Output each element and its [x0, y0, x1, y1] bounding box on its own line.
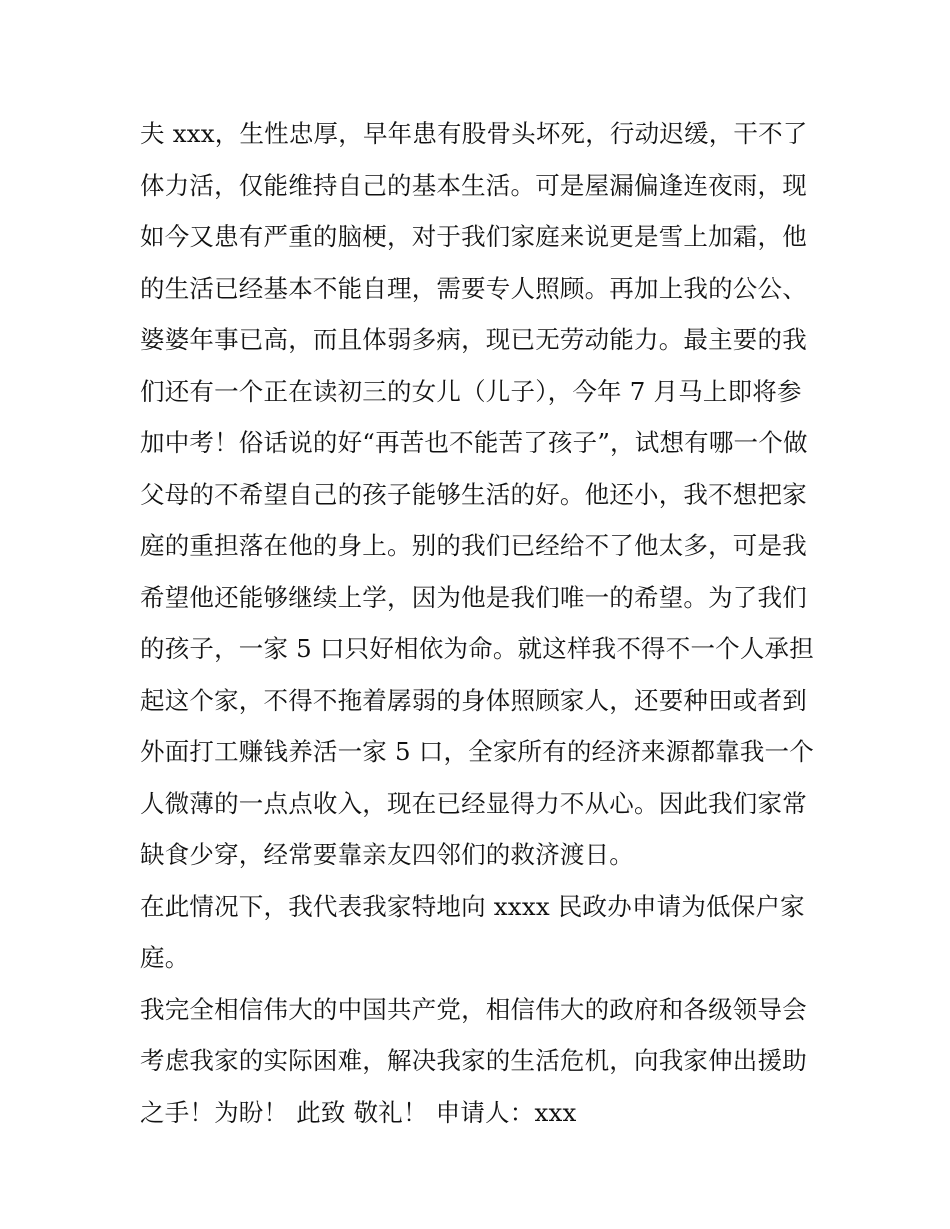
- text-line: 婆婆年事已高，而且体弱多病，现已无劳动能力。最主要的我: [140, 325, 807, 354]
- text-line: 体力活，仅能维持自己的基本生活。可是屋漏偏逢连夜雨，现: [140, 170, 807, 200]
- text-line: 庭的重担落在他的身上。别的我们已经给不了他太多，可是我: [140, 531, 807, 560]
- text-line: 外面打工赚钱养活一家 5 口，全家所有的经济来源都靠我一个: [140, 737, 814, 766]
- text-line: 父母的不希望自己的孩子能够生活的好。他还小，我不想把家: [140, 479, 807, 509]
- text-line: 我完全相信伟大的中国共产党，相信伟大的政府和各级领导会: [140, 994, 807, 1024]
- text-line: 们还有一个正在读初三的女儿（儿子），今年 7 月马上即将参: [140, 376, 802, 406]
- text-line: 起这个家，不得不拖着孱弱的身体照顾家人，还要种田或者到: [140, 685, 807, 715]
- text-line: 的生活已经基本不能自理，需要专人照顾。再加上我的公公、: [140, 273, 807, 303]
- text-line: 的孩子，一家 5 口只好相依为命。就这样我不得不一个人承担: [140, 634, 814, 663]
- text-line: 希望他还能够继续上学，因为他是我们唯一的希望。为了我们: [140, 582, 807, 612]
- text-line: 庭。: [140, 943, 190, 972]
- text-line: 人微薄的一点点收入，现在已经显得力不从心。因此我们家常: [140, 788, 807, 818]
- text-line: 缺食少穿，经常要靠亲友四邻们的救济渡日。: [140, 840, 634, 869]
- text-line: 如今又患有严重的脑梗，对于我们家庭来说更是雪上加霜，他: [140, 222, 807, 251]
- text-line: 考虑我家的实际困难，解决我家的生活危机，向我家伸出援助: [140, 1046, 807, 1075]
- text-line: 夫 xxx，生性忠厚，早年患有股骨头坏死，行动迟缓，干不了: [140, 119, 808, 148]
- application-letter-body: [140, 108, 830, 1138]
- text-line: 加中考！俗话说的好“再苦也不能苦了孩子”，试想有哪一个做: [140, 428, 808, 457]
- text-line: 在此情况下，我代表我家特地向 xxxx 民政办申请为低保户家: [140, 891, 805, 921]
- signature-line: 之手！为盼！ 此致 敬礼！ 申请人：xxx: [140, 1097, 577, 1127]
